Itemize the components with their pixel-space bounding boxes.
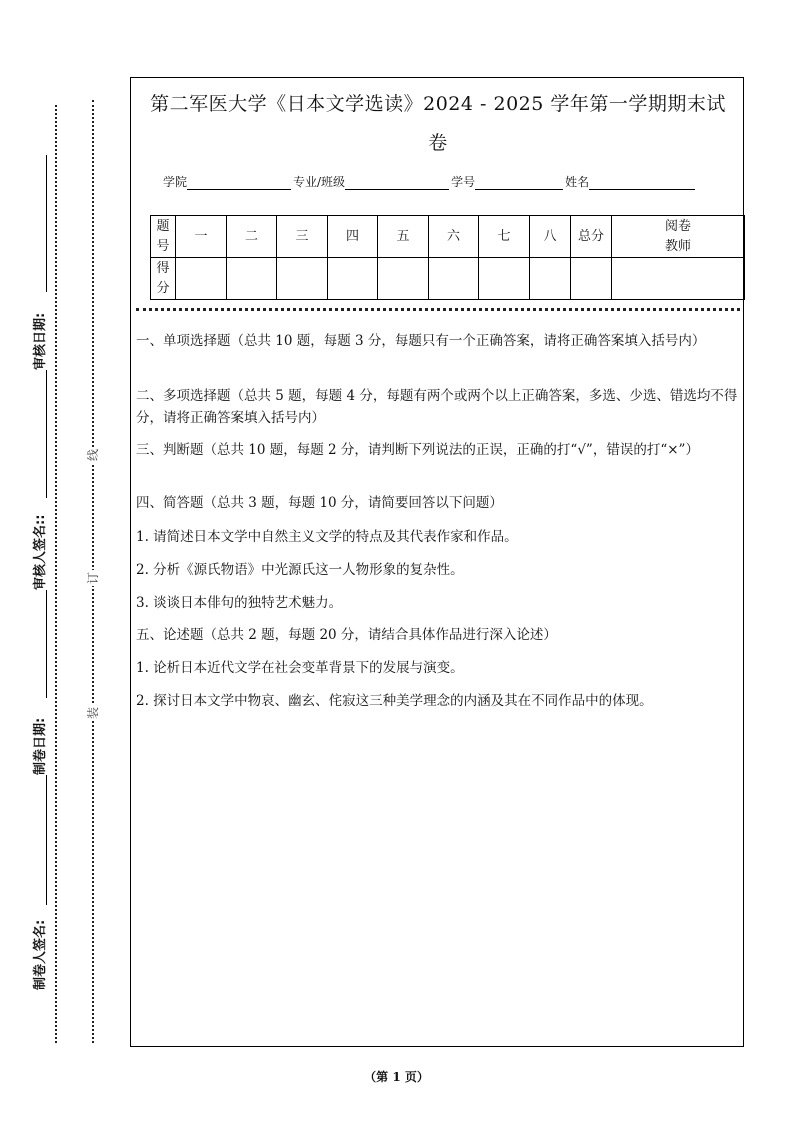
preparer-signature-label: 制卷人签名: [33, 919, 48, 990]
score-cell[interactable] [612, 258, 745, 300]
section-essay: 五、论述题（总共 2 题，每题 20 分，请结合具体作品进行深入论述） [136, 627, 557, 643]
header-cell: 五 [378, 216, 429, 258]
review-date-line[interactable] [45, 155, 47, 292]
score-cell[interactable] [227, 258, 277, 300]
header-cell: 六 [429, 216, 479, 258]
college-label: 学院 [163, 175, 188, 189]
preparation-date-label: 制卷日期: [33, 717, 48, 775]
signature-margin [30, 150, 48, 990]
preparer-signature-line[interactable] [45, 775, 47, 905]
cut-mark-ding: 订 [86, 572, 100, 585]
reviewer-signature-line[interactable] [45, 370, 47, 498]
score-table [150, 215, 745, 300]
section-true-false: 三、判断题（总共 10 题，每题 2 分，请判断下列说法的正误，正确的打“√”，错误的打“×”） [136, 442, 699, 458]
student-info-fields [163, 173, 697, 190]
header-cell: 题 号 [151, 216, 176, 258]
score-cell[interactable] [429, 258, 479, 300]
question-item: 2. 探讨日本文学中物哀、幽玄、侘寂这三种美学理念的内涵及其在不同作品中的体现。 [136, 693, 653, 709]
score-cell[interactable] [328, 258, 378, 300]
header-cell: 总分 [571, 216, 612, 258]
header-cell: 一 [176, 216, 227, 258]
exam-title-continued: 卷 [428, 132, 448, 154]
question-item: 1. 论析日本近代文学在社会变革背景下的发展与演变。 [136, 660, 464, 676]
score-cell[interactable] [378, 258, 429, 300]
major-class-input[interactable] [345, 175, 449, 190]
row-label: 得 分 [151, 258, 176, 300]
score-cell[interactable] [571, 258, 612, 300]
question-item: 1. 请简述日本文学中自然主义文学的特点及其代表作家和作品。 [136, 529, 518, 545]
major-class-label: 专业/班级 [293, 175, 346, 189]
score-cell[interactable] [277, 258, 328, 300]
preparation-date-line[interactable] [45, 590, 47, 698]
student-id-input[interactable] [475, 175, 563, 190]
cut-mark-zhuang: 装 [86, 707, 100, 720]
page-number: （第 1 页） [364, 1070, 429, 1084]
section-divider [136, 308, 740, 311]
college-input[interactable] [187, 175, 291, 190]
binding-dotted-line-outer [55, 105, 57, 1043]
question-item: 3. 谈谈日本俳句的独特艺术魅力。 [136, 595, 343, 611]
header-cell: 阅卷 教师 [612, 216, 745, 258]
score-cell[interactable] [176, 258, 227, 300]
score-table-score-row [151, 258, 745, 300]
section-multiple-choice: 二、多项选择题（总共 5 题，每题 4 分，每题有两个或两个以上正确答案，多选、少选、错选均不得分，请将正确答案填入括号内） [136, 388, 738, 426]
question-item: 2. 分析《源氏物语》中光源氏这一人物形象的复杂性。 [136, 562, 464, 578]
header-cell: 四 [328, 216, 378, 258]
header-cell: 七 [479, 216, 530, 258]
reviewer-signature-label: 审核人签名:: [33, 514, 48, 590]
student-id-label: 学号 [451, 175, 476, 189]
score-cell[interactable] [530, 258, 571, 300]
section-single-choice: 一、单项选择题（总共 10 题，每题 3 分，每题只有一个正确答案，请将正确答案填入括号内） [136, 333, 706, 349]
header-cell: 三 [277, 216, 328, 258]
exam-title: 第二军医大学《日本文学选读》2024 - 2025 学年第一学期期末试 [150, 93, 726, 115]
name-input[interactable] [589, 175, 695, 190]
header-cell: 二 [227, 216, 277, 258]
section-short-answer: 四、简答题（总共 3 题，每题 10 分，请简要回答以下问题） [136, 495, 503, 511]
review-date-label: 审核日期: [33, 312, 48, 370]
score-table-header-row [151, 216, 745, 258]
score-cell[interactable] [479, 258, 530, 300]
name-label: 姓名 [565, 175, 590, 189]
cut-mark-xian: 线 [86, 449, 100, 462]
header-cell: 八 [530, 216, 571, 258]
